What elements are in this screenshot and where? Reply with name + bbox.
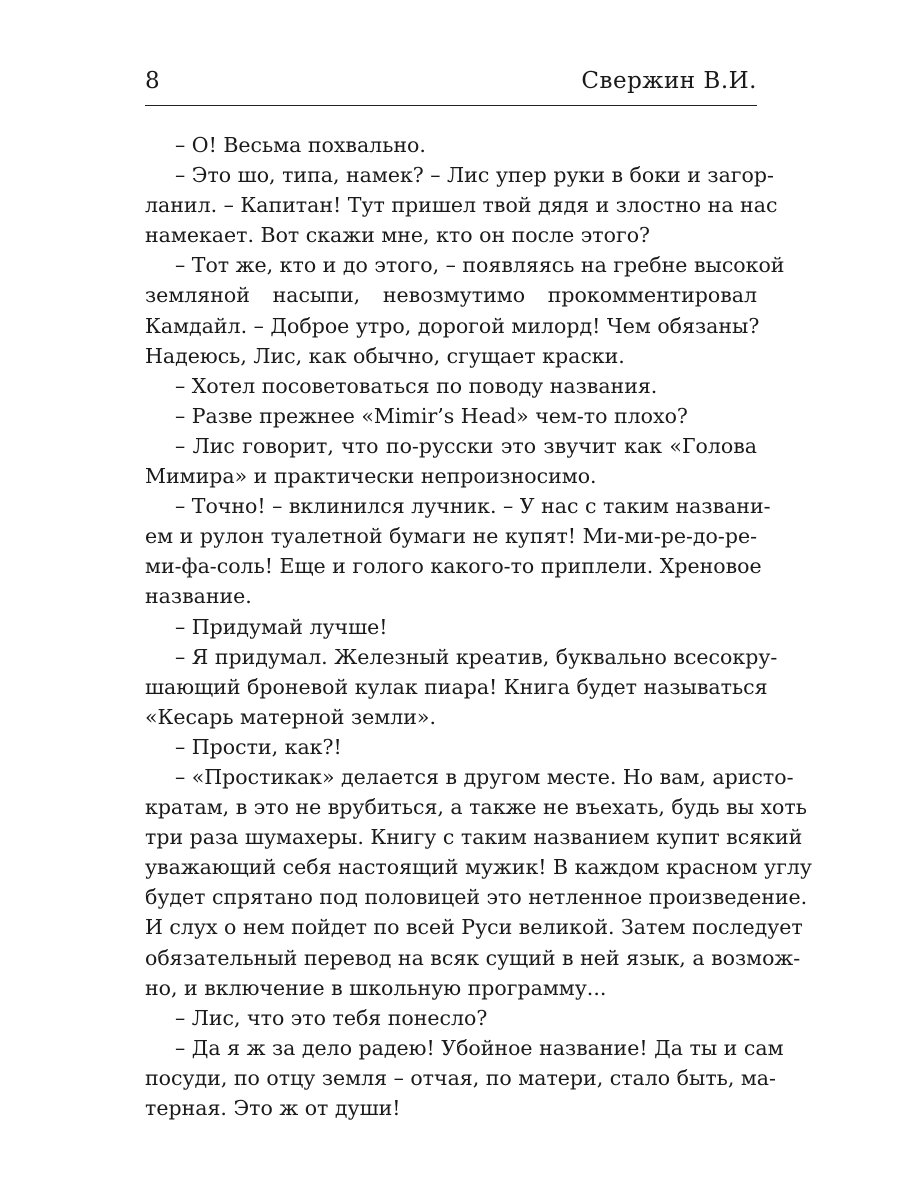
text-line: кратам, в это не врубиться, а также не въехать, будь вы хоть [145, 795, 807, 820]
text-line: – Лис, что это тебя понесло? [175, 1005, 488, 1030]
text-line: земляной насыпи, невозмутимо прокомментировал [145, 283, 757, 308]
text-line: три раза шумахеры. Книгу с таким названием купит всякий [145, 825, 803, 850]
text-line: – Тот же, кто и до этого, – появляясь на гребне высокой [175, 253, 785, 278]
text-line: но, и включение в школьную программу... [145, 975, 607, 1000]
text-line: намекает. Вот скажи мне, кто он после этого? [145, 223, 651, 248]
text-line: – Разве прежнее «Mimir’s Head» чем-то плохо? [175, 403, 688, 428]
text-line: – Прости, как?! [175, 734, 342, 759]
text-line: шающий броневой кулак пиара! Книга будет называться [145, 674, 768, 699]
text-line: ланил. – Капитан! Тут пришел твой дядя и злостно на нас [145, 193, 778, 218]
text-line: ем и рулон туалетной бумаги не купят! Ми-ми-ре-до-ре- [145, 524, 757, 549]
page-header [145, 60, 757, 106]
text-line: – Придумай лучше! [175, 614, 388, 639]
page-number: 8 [145, 68, 160, 94]
text-line: Надеюсь, Лис, как обычно, сгущает краски. [145, 343, 625, 368]
text-line: – «Простикак» делается в другом месте. Но вам, аристо- [175, 764, 794, 789]
text-line: – О! Весьма похвально. [175, 133, 426, 157]
text-line: – Хотел посоветоваться по поводу названия. [175, 373, 658, 398]
text-line: – Лис говорит, что по-русски это звучит как «Голова [175, 433, 757, 458]
text-line: «Кесарь матерной земли». [145, 704, 436, 729]
text-line: Камдайл. – Доброе утро, дорогой милорд! Чем обязаны? [145, 313, 760, 338]
text-line: название. [145, 584, 252, 609]
text-line: – Точно! – вклинился лучник. – У нас с таким названи- [175, 494, 771, 519]
text-line: обязательный перевод на всяк сущий в ней язык, а возмож- [145, 945, 801, 970]
body-text [145, 130, 812, 1123]
text-line: терная. Это ж от души! [145, 1096, 401, 1120]
text-line: ми-фа-соль! Еще и голого какого-то приплели. Хреновое [145, 554, 762, 579]
text-line: – Это шо, типа, намек? – Лис упер руки в боки и загор- [175, 163, 774, 188]
text-line: будет спрятано под половицей это нетленное произведение. [145, 885, 808, 910]
text-line: – Я придумал. Железный креатив, буквально всесокру- [175, 644, 778, 669]
text-line: И слух о нем пойдет по всей Руси великой. Затем последует [145, 915, 803, 940]
running-title: Свержин В.И. [581, 68, 757, 94]
text-line: уважающий себя настоящий мужик! В каждом красном углу [145, 855, 812, 880]
text-line: Мимира» и практически непроизносимо. [145, 464, 597, 489]
text-line: – Да я ж за дело радею! Убойное название! Да ты и сам [175, 1035, 784, 1060]
text-line: посуди, по отцу земля – отчая, по матери, стало быть, ма- [145, 1065, 776, 1090]
